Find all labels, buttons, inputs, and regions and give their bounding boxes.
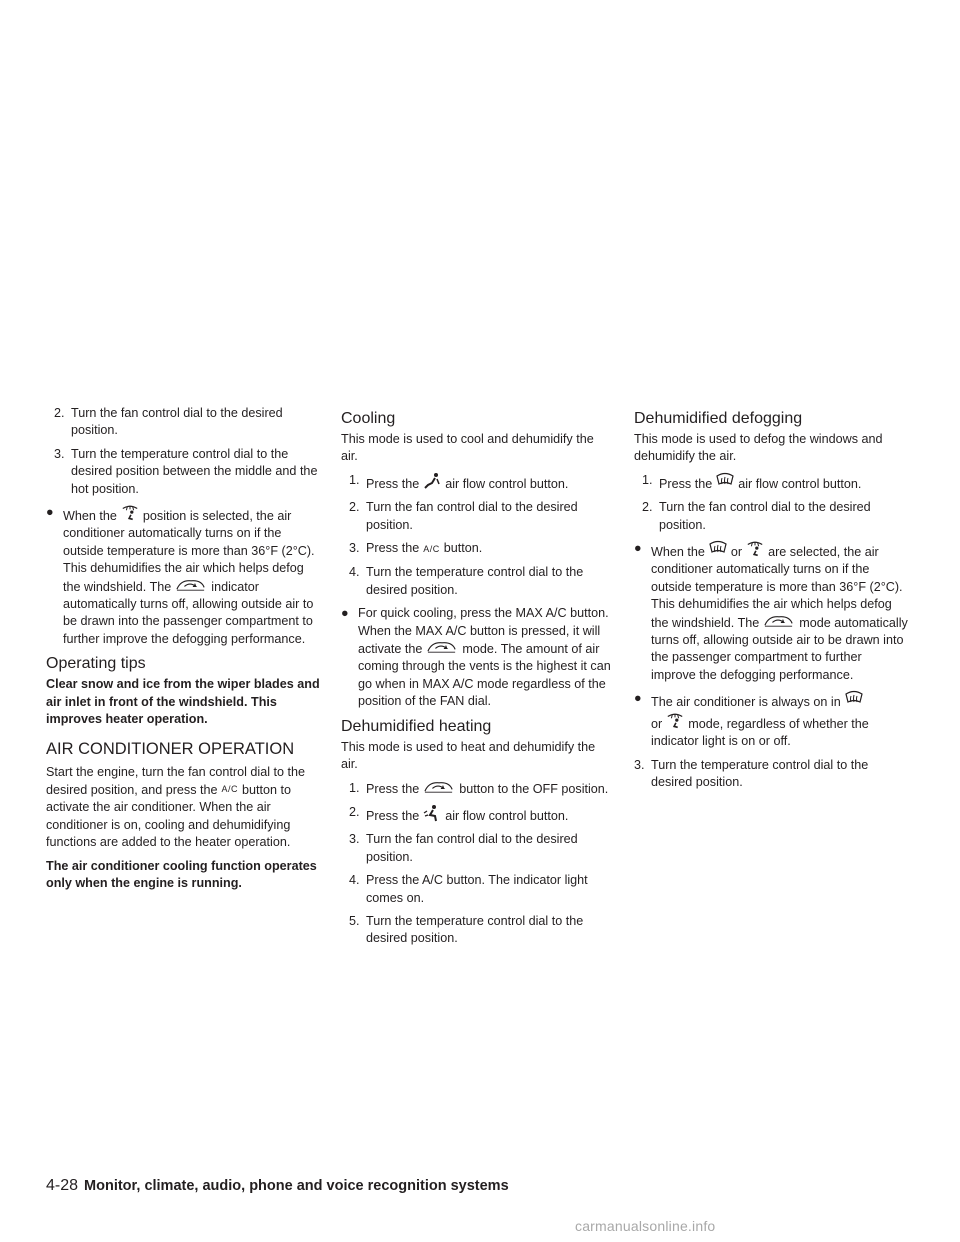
list-item: 1. Press the air flow control button. — [349, 472, 569, 491]
section-heading: Dehumidified defogging — [634, 410, 803, 427]
list-item: ● When the position is selected, the air conditioner automatically turns on if the outside temperature is more than 36°F (2°C). This dehumidifies the air which helps defog the windshield. The indicator automatically turns off, allowing outside air to be drawn into the passenger compartment to further improve the defogging performance. — [46, 505, 315, 646]
defrost-mode-icon — [715, 472, 735, 490]
foot-vent-mode-icon — [422, 804, 442, 822]
recirculation-icon — [425, 640, 459, 655]
ac-button-icon: A/C — [221, 783, 239, 794]
chapter-heading: AIR CONDITIONER OPERATION — [46, 739, 295, 758]
foot-defrost-mode-icon — [120, 504, 140, 522]
bullet-list — [634, 540, 909, 750]
section-heading: Cooling — [341, 410, 396, 427]
paragraph: This mode is used to heat and dehumidify the air. — [341, 739, 596, 772]
column-middle — [341, 405, 612, 954]
paragraph: This mode is used to cool and dehumidify the air. — [341, 432, 594, 464]
list-item: 4. Press the A/C button. The indicator light comes on. — [349, 873, 588, 905]
ac-button-icon: A/C — [423, 544, 440, 555]
list-item: ● For quick cooling, press the MAX A/C button. When the MAX A/C button is pressed, it will activate the mode. The amount of air coming through the vents is the highest it can go when in MAX A/C mode regardless of the position of the FAN dial. — [341, 606, 611, 709]
defog-steps-end — [634, 757, 909, 792]
paragraph: Start the engine, turn the fan control dial to the desired position, and press the A/C button to activate the air conditioner. When the air conditioner is on, cooling and dehumidifying functions are added to the heater operation. — [46, 764, 306, 850]
list-item: 1. Press the air flow control button. — [642, 472, 862, 491]
foot-defrost-mode-icon — [665, 712, 685, 730]
list-item: 3. Turn the temperature control dial to the desired position. — [634, 757, 869, 789]
list-item: 1. Press the button to the OFF position. — [349, 780, 609, 796]
warning-note: The air conditioner cooling function operates only when the engine is running. — [46, 858, 317, 890]
heater-steps-continued — [54, 405, 320, 498]
heating-steps — [349, 780, 612, 948]
warning-note: Clear snow and ice from the wiper blades and air inlet in front of the windshield. This improves heater operation. — [46, 677, 320, 727]
section-heading: Operating tips — [46, 655, 146, 673]
face-vent-mode-icon — [422, 472, 442, 490]
chapter-title: Monitor, climate, audio, phone and voice recognition systems — [84, 1178, 509, 1194]
column-left — [46, 405, 320, 898]
list-item: 3. Press the A/C button. — [349, 540, 612, 558]
list-item: 3. Turn the fan control dial to the desired position. — [349, 832, 578, 864]
list-item: 2. Turn the fan control dial to the desired position. — [349, 500, 578, 532]
list-item: ● When the or are selected, the air conditioner automatically turns on if the outside temperature is more than 36°F (2°C). This dehumidifies the air which helps defog the windshield. The mode automatically turns off, allowing outside air to be drawn into the passenger compartment to further improve the defogging performance. — [634, 541, 908, 682]
bullet-list — [46, 504, 320, 648]
page-number: 4-28 — [46, 1177, 79, 1194]
list-item: 2. Turn the fan control dial to the desired position. — [642, 500, 871, 532]
bullet-list — [341, 605, 612, 710]
defrost-mode-icon — [708, 540, 728, 558]
cooling-steps — [349, 472, 612, 599]
recirculation-icon — [762, 614, 796, 629]
list-item: 5. Turn the temperature control dial to the desired position. — [349, 913, 584, 946]
section-heading: Dehumidified heating — [341, 717, 492, 735]
list-item: 2. Turn the fan control dial to the desired position. — [54, 406, 283, 438]
page-footer — [46, 1177, 509, 1201]
list-item: 3. Turn the temperature control dial to the desired position between the middle and the hot position. — [54, 446, 318, 496]
list-item: ● The air conditioner is always on in or mode, regardless of whether the indicator light is on or off. — [634, 691, 869, 749]
column-right — [634, 405, 909, 797]
list-item: 2. Press the air flow control button. — [349, 804, 569, 823]
paragraph: This mode is used to defog the windows and dehumidify the air. — [634, 432, 883, 464]
recirculation-icon — [422, 780, 456, 795]
defrost-mode-icon — [844, 690, 864, 708]
list-item: 4. Turn the temperature control dial to the desired position. — [349, 565, 584, 597]
defog-steps — [642, 472, 909, 534]
foot-defrost-mode-icon — [745, 540, 765, 558]
recirculation-icon — [174, 578, 208, 593]
watermark: carmanualsonline.info — [575, 1218, 716, 1234]
